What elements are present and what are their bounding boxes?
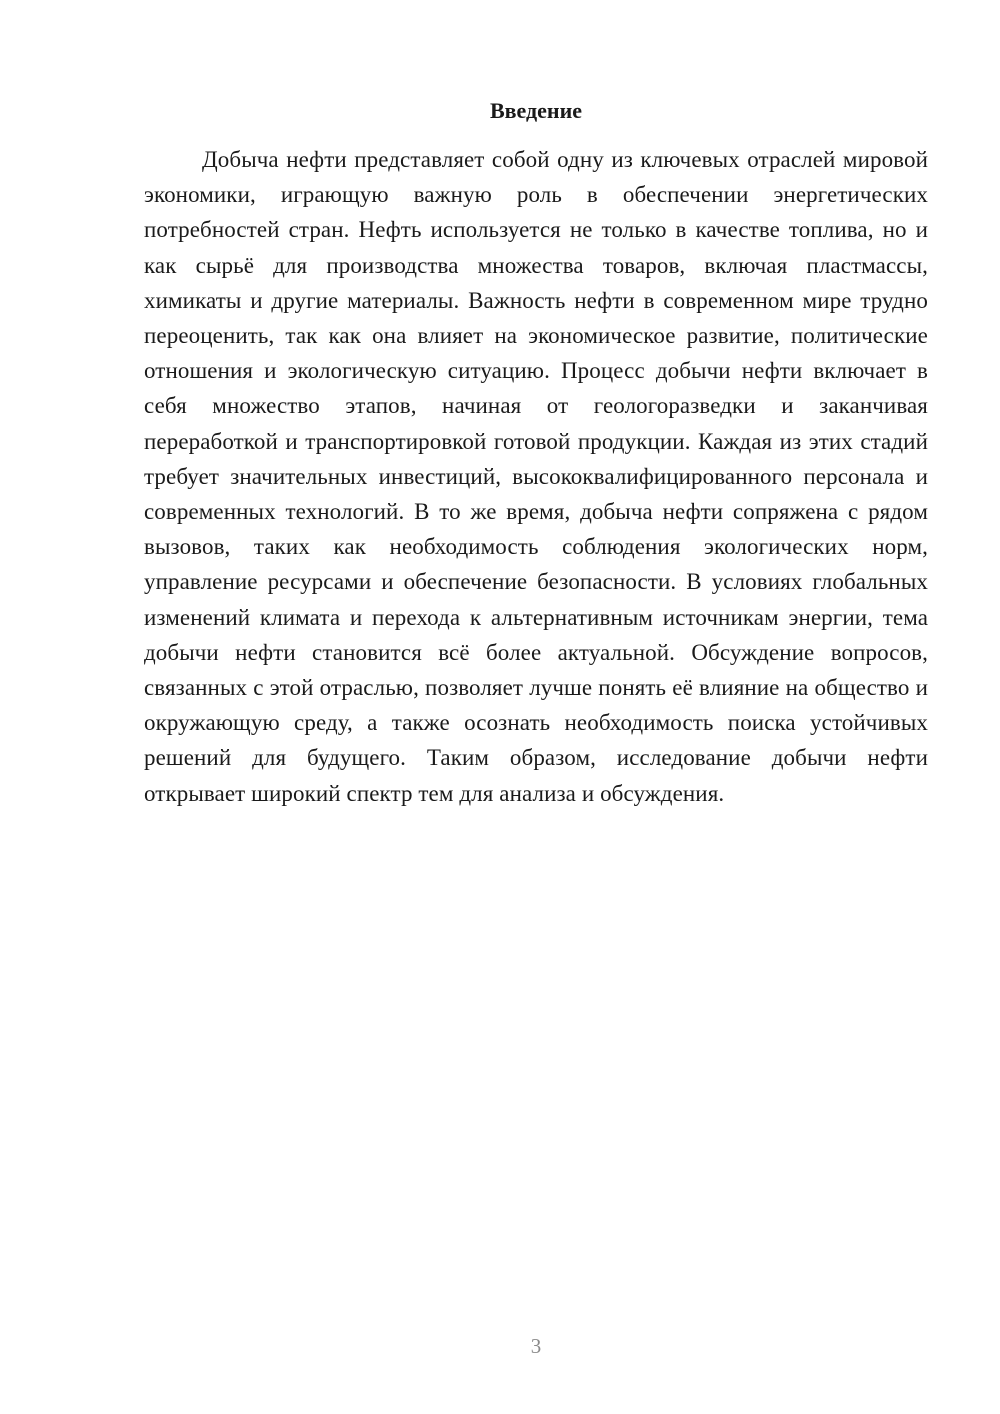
page-number: 3 [530, 1334, 542, 1358]
body-paragraph: Добыча нефти представляет собой одну из ключевых отраслей мировой экономики, играющую важную роль в обеспечении энергетических потребностей стран. Нефть используется не только в качестве топлива, но и как сырьё для производства множества товаров, включая пластмассы, химикаты и другие материалы. Важность нефти в современном мире трудно переоценить, так как она влияет на экономическое развитие, политические отношения и экологическую ситуацию. Процесс добычи нефти включает в себя множество этапов, начиная от геологоразведки и заканчивая переработкой и транспортировкой готовой продукции. Каждая из этих стадий требует значительных инвестиций, высококвалифицированного персонала и современных технологий. В то же время, добыча нефти сопряжена с рядом вызовов, таких как необходимость соблюдения экологических норм, управление ресурсами и обеспечение безопасности. В условиях глобальных изменений климата и перехода к альтернативным источникам энергии, тема добычи нефти становится всё более актуальной. Обсуждение вопросов, связанных с этой отраслью, позволяет лучше понять её влияние на общество и окружающую среду, а также осознать необходимость поиска устойчивых решений для будущего. Таким образом, исследование добычи нефти открывает широкий спектр тем для анализа и обсуждения. [144, 147, 928, 806]
section-heading: Введение [489, 98, 583, 123]
